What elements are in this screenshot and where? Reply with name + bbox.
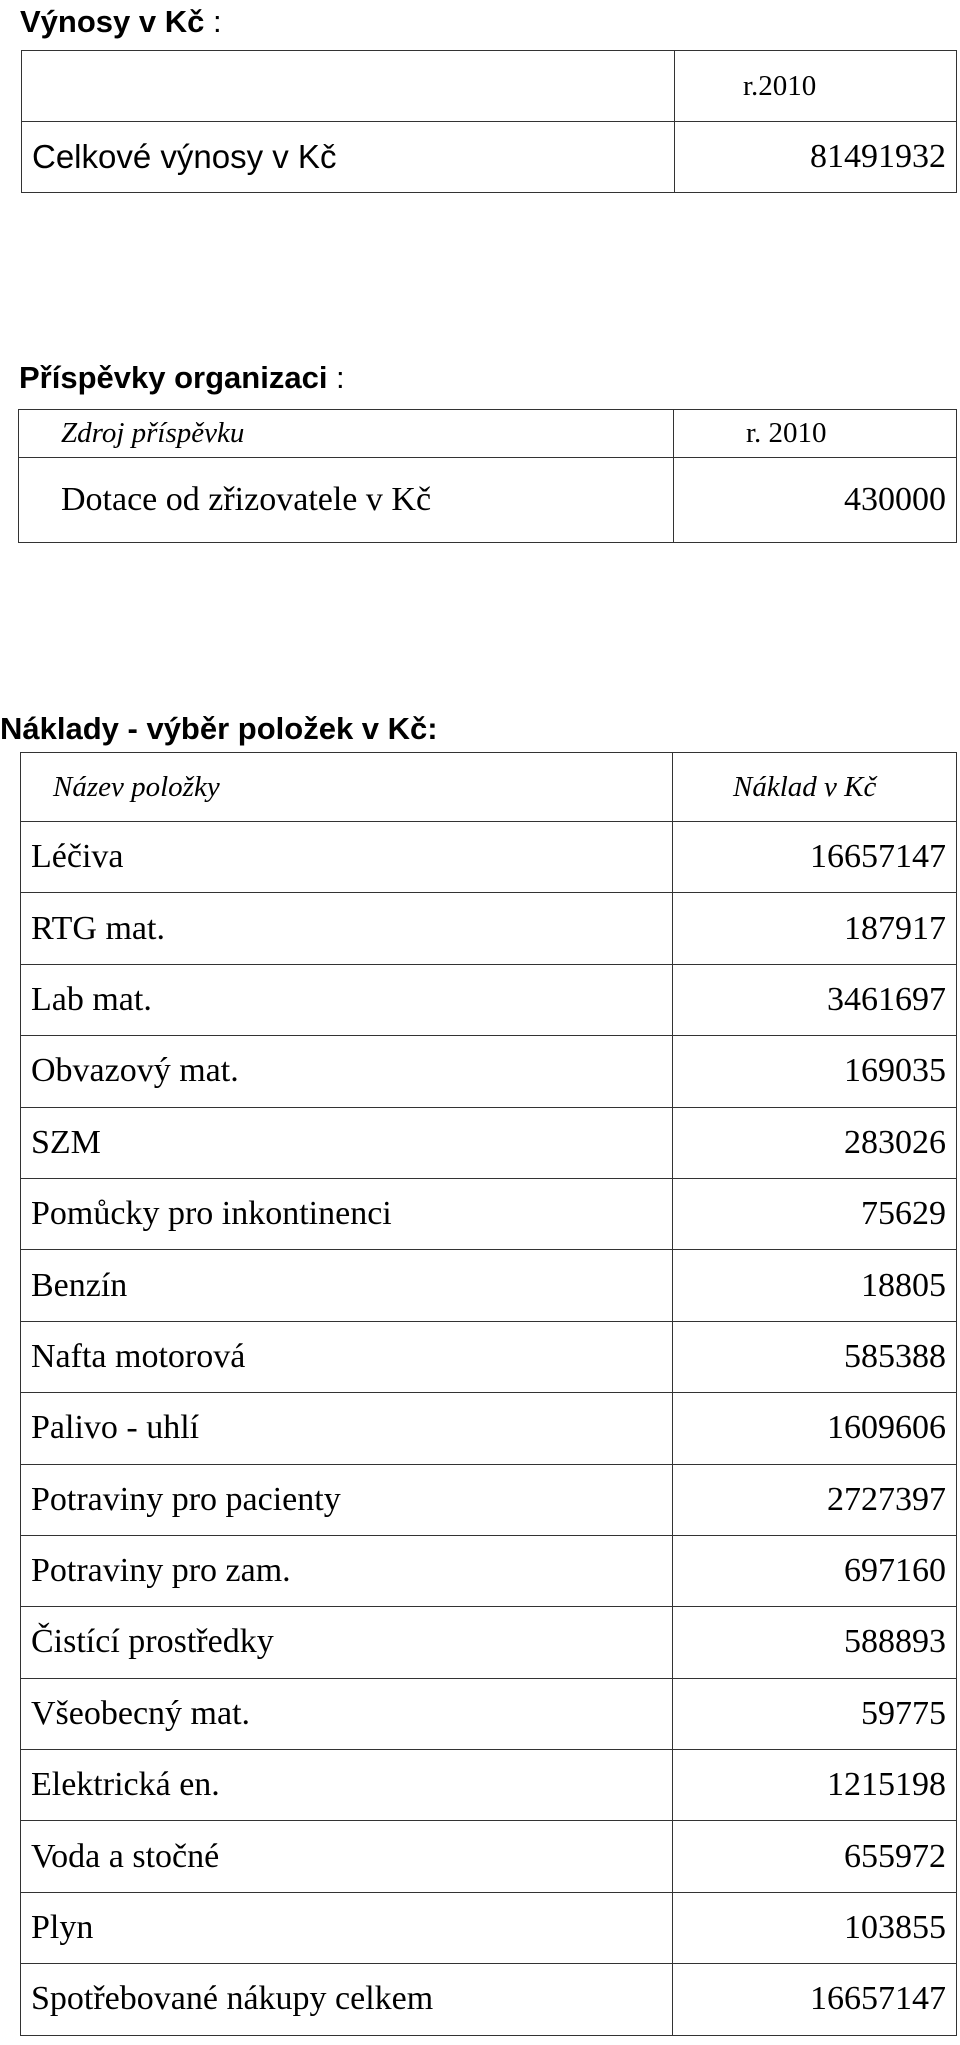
table-row [21, 1107, 957, 1178]
cost-item-label: Elektrická en. [21, 1750, 673, 1821]
cost-item-value: 655972 [673, 1821, 957, 1892]
cost-item-label: SZM [21, 1107, 673, 1178]
cost-item-value: 3461697 [673, 964, 957, 1035]
cost-item-label: Spotřebované nákupy celkem [21, 1964, 673, 2035]
revenue-year-header: r.2010 [675, 51, 957, 122]
table-row [21, 1250, 957, 1321]
revenue-heading-title: Výnosy v Kč [20, 4, 205, 39]
cost-item-value: 16657147 [673, 822, 957, 893]
contributions-value: 430000 [674, 458, 957, 543]
cost-item-value: 1215198 [673, 1750, 957, 1821]
revenue-value: 81491932 [675, 122, 957, 193]
costs-table [20, 752, 957, 2036]
costs-heading [0, 709, 438, 749]
table-row [21, 1036, 957, 1107]
revenue-heading [20, 2, 222, 42]
cost-item-label: Léčiva [21, 822, 673, 893]
cost-item-label: Benzín [21, 1250, 673, 1321]
table-row [21, 1750, 957, 1821]
cost-item-label: Pomůcky pro inkontinenci [21, 1178, 673, 1249]
cost-item-label: Potraviny pro zam. [21, 1535, 673, 1606]
cost-item-value: 103855 [673, 1892, 957, 1963]
cost-item-label: Potraviny pro pacienty [21, 1464, 673, 1535]
table-row [21, 1393, 957, 1464]
cost-item-label: Všeobecný mat. [21, 1678, 673, 1749]
cost-item-value: 75629 [673, 1178, 957, 1249]
table-row [21, 964, 957, 1035]
cost-item-value: 283026 [673, 1107, 957, 1178]
cost-item-label: RTG mat. [21, 893, 673, 964]
contributions-heading-title: Příspěvky organizaci [19, 360, 328, 395]
contributions-year-header: r. 2010 [674, 410, 957, 458]
cost-item-value: 697160 [673, 1535, 957, 1606]
cost-item-value: 16657147 [673, 1964, 957, 2035]
cost-item-value: 169035 [673, 1036, 957, 1107]
revenue-heading-colon: : [204, 4, 222, 39]
revenue-header-row [22, 51, 957, 122]
costs-cost-header: Náklad v Kč [673, 753, 957, 822]
table-row [21, 1607, 957, 1678]
contributions-table [18, 409, 957, 543]
table-row [21, 1321, 957, 1392]
contributions-label: Dotace od zřizovatele v Kč [19, 458, 674, 543]
table-row [21, 1464, 957, 1535]
contributions-source-header: Zdroj příspěvku [19, 410, 674, 458]
cost-item-value: 187917 [673, 893, 957, 964]
table-row [21, 893, 957, 964]
cost-item-value: 585388 [673, 1321, 957, 1392]
costs-heading-title: Náklady - výběr položek v Kč: [0, 711, 438, 746]
cost-item-label: Čistící prostředky [21, 1607, 673, 1678]
cost-item-value: 18805 [673, 1250, 957, 1321]
cost-item-label: Nafta motorová [21, 1321, 673, 1392]
contributions-heading-colon: : [327, 360, 345, 395]
table-row [21, 1892, 957, 1963]
contributions-heading [19, 358, 345, 398]
contributions-row [19, 458, 957, 543]
cost-item-label: Voda a stočné [21, 1821, 673, 1892]
cost-item-label: Palivo - uhlí [21, 1393, 673, 1464]
contributions-header-row [19, 410, 957, 458]
cost-item-label: Obvazový mat. [21, 1036, 673, 1107]
revenue-label: Celkové výnosy v Kč [22, 122, 675, 193]
costs-header-row [21, 753, 957, 822]
table-row [21, 1535, 957, 1606]
cost-item-value: 2727397 [673, 1464, 957, 1535]
table-row [21, 1964, 957, 2035]
table-row [21, 1678, 957, 1749]
cost-item-value: 59775 [673, 1678, 957, 1749]
revenue-table [21, 50, 957, 193]
table-row [21, 1821, 957, 1892]
revenue-row [22, 122, 957, 193]
cost-item-value: 1609606 [673, 1393, 957, 1464]
table-row [21, 1178, 957, 1249]
cost-item-value: 588893 [673, 1607, 957, 1678]
revenue-header-empty-cell [22, 51, 675, 122]
cost-item-label: Lab mat. [21, 964, 673, 1035]
costs-name-header: Název položky [21, 753, 673, 822]
table-row [21, 822, 957, 893]
cost-item-label: Plyn [21, 1892, 673, 1963]
